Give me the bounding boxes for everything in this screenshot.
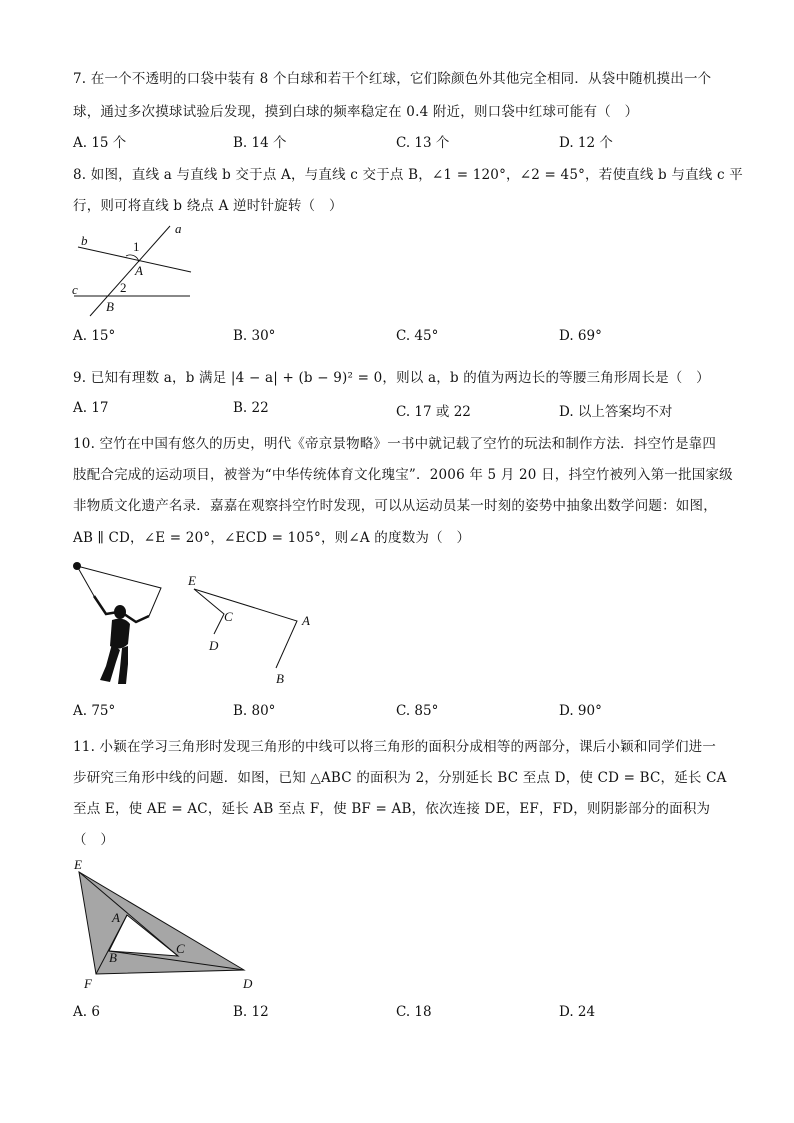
q10-option-c: C. 85° [396,703,439,719]
q11-label-e: E [74,857,82,872]
q9-option-c: C. 17 或 22 [396,404,471,420]
q9-option-b: B. 22 [233,400,269,416]
q8-option-c: C. 45° [396,328,439,344]
q10-label-d: D [209,638,219,653]
q10-option-d: D. 90° [559,703,602,719]
q8-label-point-b: B [106,299,114,314]
q10-option-a: A. 75° [73,703,116,719]
q8-option-b: B. 30° [233,328,276,344]
q8-option-d: D. 69° [559,328,602,344]
q11-option-b: B. 12 [233,1004,269,1020]
q9-option-d: D. 以上答案均不对 [559,404,673,420]
q9-option-a: A. 17 [73,400,109,416]
q8-label-point-a: A [135,263,143,278]
q10-polyline-e-c-d [194,589,224,634]
q11-text-line-1: 11. 小颖在学习三角形时发现三角形的中线可以将三角形的面积分成相等的两部分，课后小颖和同学们进一 [73,739,717,755]
q11-label-f: F [84,976,92,991]
q8-label-angle-1: 1 [133,239,140,254]
q11-label-d: D [243,976,253,991]
q10-text-line-3: 非物质文化遗产名录．嘉嘉在观察抖空竹时发现，可以从运动员某一时刻的姿势中抽象出数学问题：如图， [73,498,717,514]
q7-option-d: D. 12 个 [559,135,613,151]
q11-label-a: A [112,910,120,925]
q11-figure [66,852,266,996]
q10-text-line-2: 肢配合完成的运动项目，被誉为“中华传统体育文化瑰宝”．2006 年 5 月 20 日，抖空竹被列入第一批国家级 [73,467,733,483]
diabolo-player-illustration [66,558,176,690]
q11-text-line-2: 步研究三角形中线的问题．如图，已知 △ABC 的面积为 2，分别延长 BC 至点 D，使 CD = BC，延长 CA [73,770,727,786]
q8-label-a: a [175,221,182,236]
q10-label-b: B [276,671,284,686]
q10-polyline-e-a-b [194,589,297,668]
q7-option-c: C. 13 个 [396,135,450,151]
q11-option-d: D. 24 [559,1004,596,1020]
q7-text-line-2: 球，通过多次摸球试验后发现，摸到白球的频率稳定在 0.4 附近，则口袋中红球可能有（ ） [73,104,639,120]
q11-text-line-3: 至点 E，使 AE = AC，延长 AB 至点 F，使 BF = AB，依次连接 DE，EF，FD，则阴影部分的面积为 [73,801,711,817]
q8-figure [66,220,206,320]
q7-option-b: B. 14 个 [233,135,287,151]
q10-option-b: B. 80° [233,703,276,719]
q11-option-a: A. 6 [73,1004,100,1020]
q7-text-line-1: 7. 在一个不透明的口袋中装有 8 个白球和若干个红球，它们除颜色外其他完全相同．从袋中随机摸出一个 [73,71,712,87]
q8-option-a: A. 15° [73,328,116,344]
q10-text-line-4: AB ∥ CD，∠E = 20°，∠ECD = 105°，则∠A 的度数为（ ） [73,530,471,546]
q11-text-line-4: （ ） [73,832,115,848]
q10-figure [180,570,320,690]
q8-label-c: c [72,282,78,297]
q10-label-e: E [188,573,196,588]
q10-label-a: A [302,613,310,628]
q8-line-a [90,226,170,316]
q8-label-angle-2: 2 [120,280,127,295]
q8-label-b: b [81,233,88,248]
q8-text-line-2: 行，则可将直线 b 绕点 A 逆时针旋转（ ） [73,198,343,214]
q10-text-line-1: 10. 空竹在中国有悠久的历史，明代《帝京景物略》一书中就记载了空竹的玩法和制作方法．抖空竹是靠四 [73,436,717,452]
q11-option-c: C. 18 [396,1004,432,1020]
q11-label-c: C [176,941,185,956]
q11-label-b: B [109,950,117,965]
q9-text-line-1: 9. 已知有理数 a，b 满足 |4 − a| + (b − 9)² = 0，则以 a，b 的值为两边长的等腰三角形周长是（ ） [73,370,710,386]
q7-option-a: A. 15 个 [73,135,127,151]
q10-label-c: C [224,609,233,624]
q8-text-line-1: 8. 如图，直线 a 与直线 b 交于点 A，与直线 c 交于点 B，∠1 = 120°，∠2 = 45°，若使直线 b 与直线 c 平 [73,167,743,183]
